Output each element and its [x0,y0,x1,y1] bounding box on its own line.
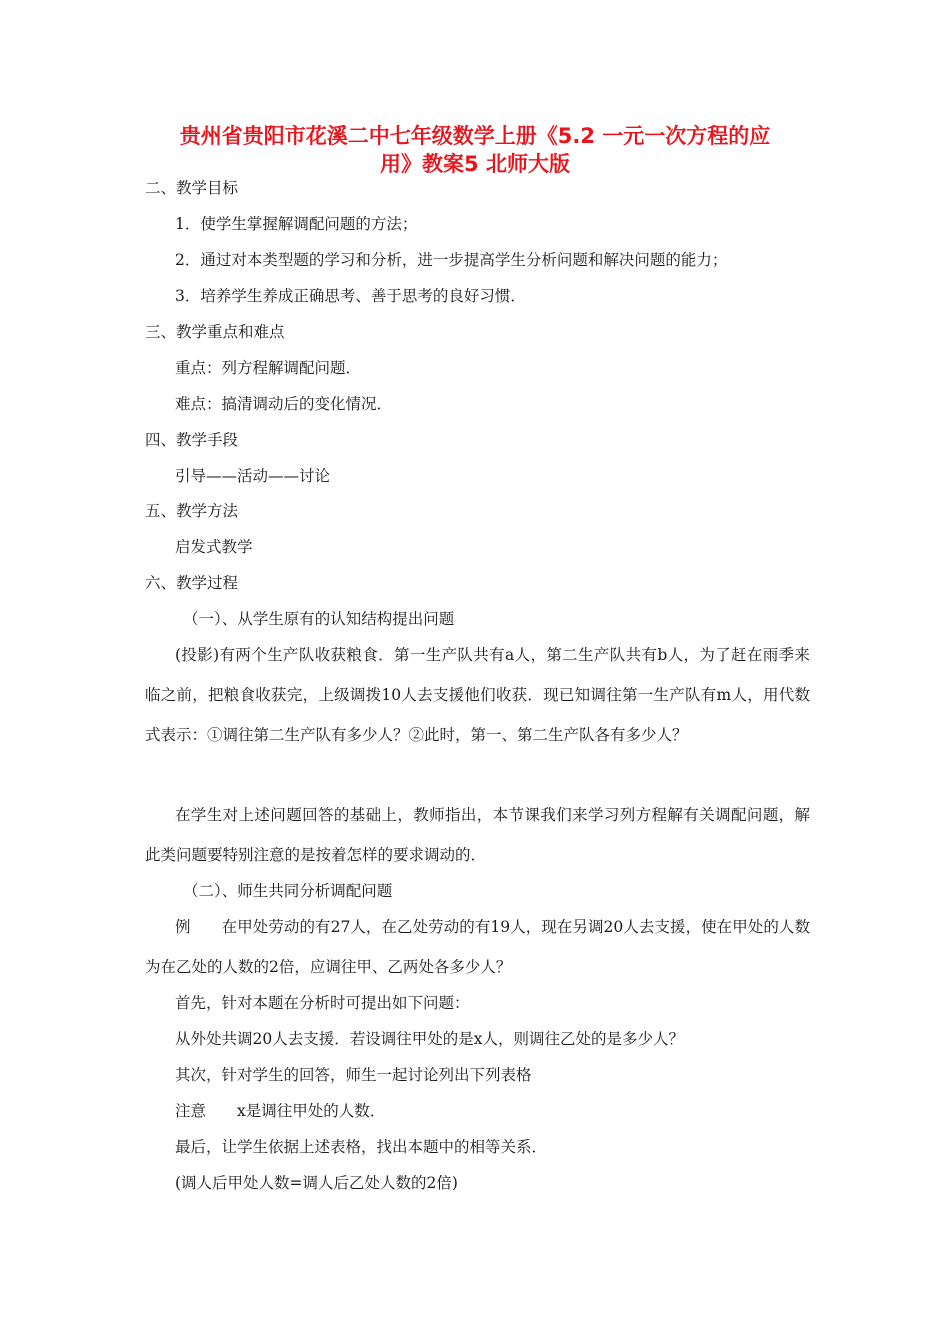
section-heading-process: 六、教学过程 [145,574,239,592]
analysis-step-1: 首先，针对本题在分析时可提出如下问题： [175,994,470,1012]
section-heading-methods: 五、教学方法 [145,502,239,520]
objective-item-2: 2．通过对本类型题的学习和分析，进一步提高学生分析问题和解决问题的能力； [175,251,728,269]
section-heading-objectives: 二、教学目标 [145,179,239,197]
methods-content: 启发式教学 [175,538,253,556]
means-content: 引导——活动——讨论 [175,467,331,485]
objective-item-1: 1．使学生掌握解调配问题的方法； [175,215,418,233]
key-point-focus: 重点：列方程解调配问题． [175,359,362,377]
process-part1-paragraph-1: (投影)有两个生产队收获粮食．第一生产队共有a人，第二生产队共有b人，为了赶在雨季来临之前，把粮食收获完，上级调拨10人去支援他们收获．现已知调往第一生产队有m人，用代数式表示：①调往第二生产队有多少人？②此时，第一、第二生产队各有多少人？ [145,646,810,744]
analysis-step-1-question: 从外处共调20人去支援．若设调往甲处的是x人，则调往乙处的是多少人？ [175,1030,684,1048]
section-heading-key-points: 三、教学重点和难点 [145,323,285,341]
equality-relation: (调人后甲处人数=调人后乙处人数的2倍) [175,1174,458,1192]
process-part1-heading: （一）、从学生原有的认知结构提出问题 [183,610,455,628]
document-title-line-2: 用》教案5 北师大版 [380,152,570,176]
objective-item-3: 3．培养学生养成正确思考、善于思考的良好习惯． [175,287,526,305]
key-point-difficulty: 难点：搞清调动后的变化情况． [175,395,393,413]
example-paragraph: 例 在甲处劳动的有27人，在乙处劳动的有19人，现在另调20人去支援，使在甲处的人数为在乙处的人数的2倍，应调往甲、乙两处各多少人？ [145,918,810,976]
analysis-step-3: 最后，让学生依据上述表格，找出本题中的相等关系． [175,1138,548,1156]
section-heading-means: 四、教学手段 [145,431,239,449]
analysis-step-2: 其次，针对学生的回答，师生一起讨论列出下列表格 [175,1066,532,1084]
document-title-line-1: 贵州省贵阳市花溪二中七年级数学上册《5.2 一元一次方程的应 [179,124,771,148]
process-part2-heading: （二）、师生共同分析调配问题 [183,882,393,900]
process-part1-paragraph-2: 在学生对上述问题回答的基础上，教师指出，本节课我们来学习列方程解有关调配问题，解此类问题要特别注意的是按着怎样的要求调动的． [145,806,810,864]
analysis-note: 注意 x是调往甲处的人数． [175,1102,386,1120]
